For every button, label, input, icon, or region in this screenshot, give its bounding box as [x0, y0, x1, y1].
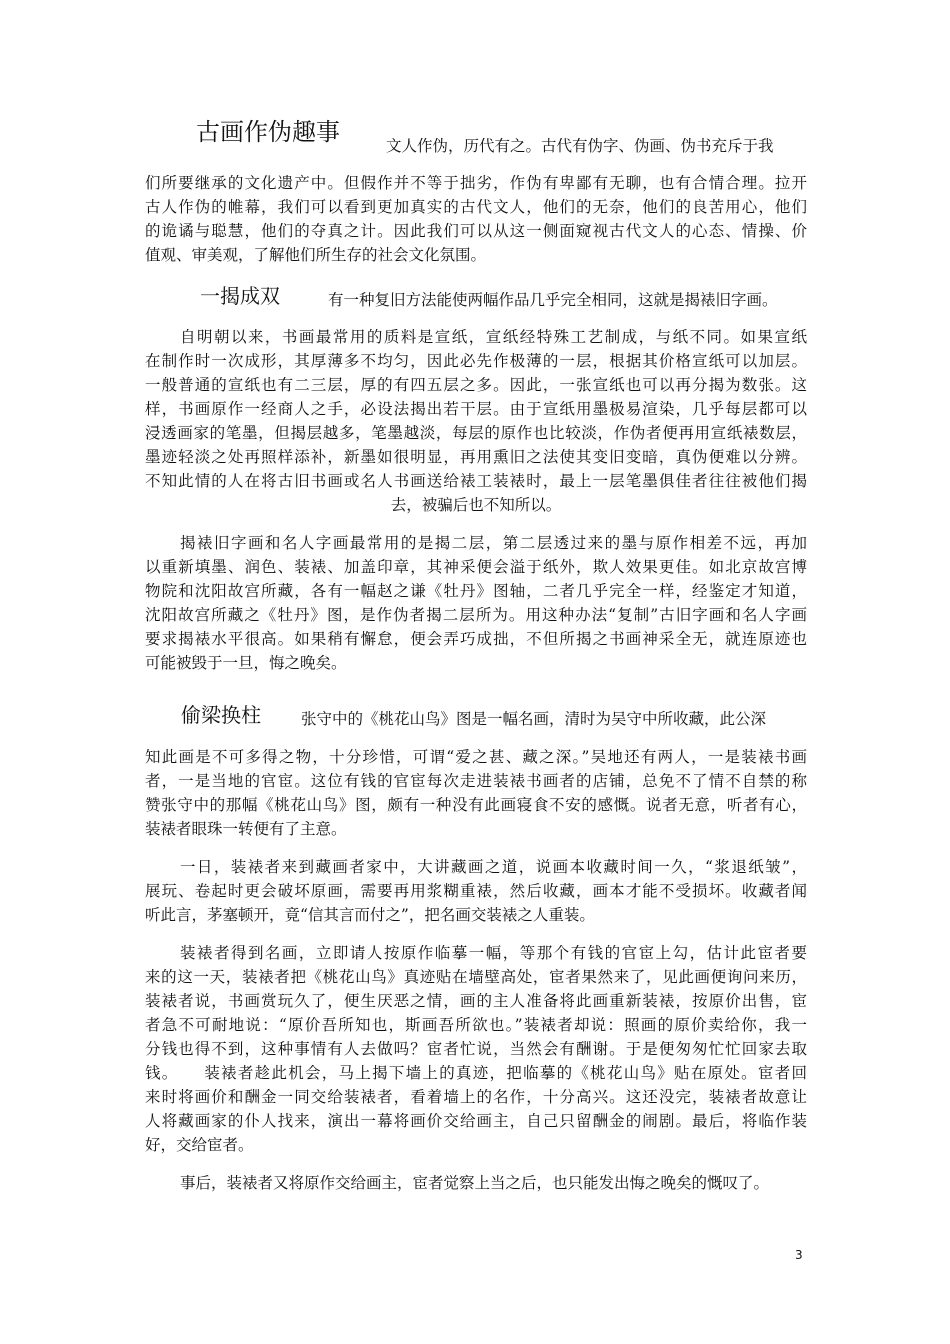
paragraph-line: 在制作时一次成形，其厚薄多不均匀，因此必先作极薄的一层，根据其价格宣纸可以加层。	[145, 352, 807, 370]
page-number: 3	[795, 1248, 803, 1262]
paragraph-line: 去，被骗后也不知所以。	[390, 496, 562, 514]
paragraph-line: 自明朝以来，书画最常用的质料是宣纸，宣纸经特殊工艺制成，与纸不同。如果宣纸	[180, 328, 807, 346]
intro-first-line: 文人作伪，历代有之。古代有伪字、伪画、伪书充斥于我	[386, 137, 774, 155]
paragraph-line: 来的这一天，装裱者把《桃花山鸟》真迹贴在墙壁高处，宦者果然来了，见此画便询问来历，	[145, 968, 807, 986]
paragraph-line: 者，一是当地的官宦。这位有钱的官宦每次走进装裱书画者的店铺，总免不了情不自禁的称	[145, 772, 807, 790]
paragraph-line: 以重新填墨、润色、装裱、加盖印章，其神采便会溢于纸外，欺人效果更佳。如北京故宫博	[145, 558, 807, 576]
paragraph-line: 一般普通的宣纸也有二三层，厚的有四五层之多。因此，一张宣纸也可以再分揭为数张。这	[145, 376, 807, 394]
section2-first-line: 张守中的《桃花山鸟》图是一幅名画，清时为吴守中所收藏，此公深	[301, 710, 767, 728]
paragraph-line: 事后，装裱者又将原作交给画主，宦者觉察上当之后，也只能发出悔之晚矣的慨叹了。	[180, 1174, 770, 1192]
document-title: 古画作伪趣事	[196, 118, 340, 146]
paragraph-line: 来时将画价和酬金一同交给装裱者，看着墙上的名作，十分高兴。这还没完，装裱者故意让	[145, 1088, 807, 1106]
paragraph-line: 装裱者眼珠一转便有了主意。	[145, 820, 347, 838]
paragraph-line: 物院和沈阳故宫所藏，各有一幅赵之谦《牡丹》图轴，二者几乎完全一样，经鉴定才知道，	[145, 582, 807, 600]
paragraph-line: 钱。 装裱者趁此机会，马上揭下墙上的真迹，把临摹的《桃花山鸟》贴在原处。宦者回	[145, 1064, 807, 1082]
section1-first-line: 有一种复旧方法能使两幅作品几乎完全相同，这就是揭裱旧字画。	[328, 291, 778, 309]
paragraph-line: 装裱者得到名画，立即请人按原作临摹一幅，等那个有钱的官宦上勾，估计此宦者要	[180, 944, 807, 962]
paragraph-line: 墨迹轻淡之处再照样添补，新墨如很明显，再用熏旧之法使其变旧变暗，真伪便难以分辨。	[145, 448, 807, 466]
paragraph-line: 人将藏画家的仆人找来，演出一幕将画价交给画主，自己只留酬金的闹剧。最后，将临作装	[145, 1112, 807, 1130]
section-heading-1: 一揭成双	[200, 284, 280, 308]
paragraph-line: 要求揭裱水平很高。如果稍有懈怠，便会弄巧成拙，不但所揭之书画神采全无，就连原迹也	[145, 630, 807, 648]
paragraph-line: 知此画是不可多得之物，十分珍惜，可谓“爱之甚、藏之深。”吴地还有两人，一是装裱书画	[145, 748, 807, 766]
paragraph-line: 沈阳故宫所藏之《牡丹》图，是作伪者揭二层所为。用这种办法“复制”古旧字画和名人字画	[145, 606, 807, 624]
intro-line: 们所要继承的文化遗产中。但假作并不等于拙劣，作伪有卑鄙有无聊，也有合情合理。拉开	[145, 174, 807, 192]
intro-line: 的诡谲与聪慧，他们的夺真之计。因此我们可以从这一侧面窥视古代文人的心态、情操、价	[145, 222, 807, 240]
paragraph-line: 一日，装裱者来到藏画者家中，大讲藏画之道，说画本收藏时间一久，“浆退纸皱”，	[180, 858, 807, 876]
paragraph-line: 赞张守中的那幅《桃花山鸟》图，颇有一种没有此画寝食不安的感慨。说者无意，听者有心，	[145, 796, 807, 814]
intro-line: 古人作伪的帷幕，我们可以看到更加真实的古代文人，他们的无奈，他们的良苦用心，他们	[145, 198, 807, 216]
paragraph-line: 不知此情的人在将古旧书画或名人书画送给裱工装裱时，最上一层笔墨俱佳者往往被他们揭	[145, 472, 807, 490]
paragraph-line: 分钱也得不到，这种事情有人去做吗？宦者忙说，当然会有酬谢。于是便匆匆忙忙回家去取	[145, 1040, 807, 1058]
paragraph-line: 者急不可耐地说：“原价吾所知也，斯画吾所欲也。”装裱者却说：照画的原价卖给你，我一	[145, 1016, 807, 1034]
intro-line: 值观、审美观，了解他们所生存的社会文化氛围。	[145, 246, 487, 264]
section-heading-2: 偷梁换柱	[181, 703, 261, 727]
paragraph-line: 好，交给宦者。	[145, 1136, 254, 1154]
paragraph-line: 装裱者说，书画赏玩久了，便生厌恶之情，画的主人准备将此画重新装裱，按原价出售，宦	[145, 992, 807, 1010]
paragraph-line: 可能被毁于一旦，悔之晚矣。	[145, 654, 347, 672]
paragraph-line: 听此言，茅塞顿开，竟“信其言而付之”，把名画交装裱之人重装。	[145, 906, 595, 924]
paragraph-line: 揭裱旧字画和名人字画最常用的是揭二层，第二层透过来的墨与原作相差不远，再加	[180, 534, 807, 552]
paragraph-line: 展玩、卷起时更会破坏原画，需要再用浆糊重裱，然后收藏，画本才能不受损坏。收藏者闻	[145, 882, 807, 900]
paragraph-line: 样，书画原作一经商人之手，必设法揭出若干层。由于宣纸用墨极易渲染，几乎每层都可以	[145, 400, 807, 418]
paragraph-line: 浸透画家的笔墨，但揭层越多，笔墨越淡，每层的原作也比较淡，作伪者便再用宣纸裱数层，	[145, 424, 807, 442]
